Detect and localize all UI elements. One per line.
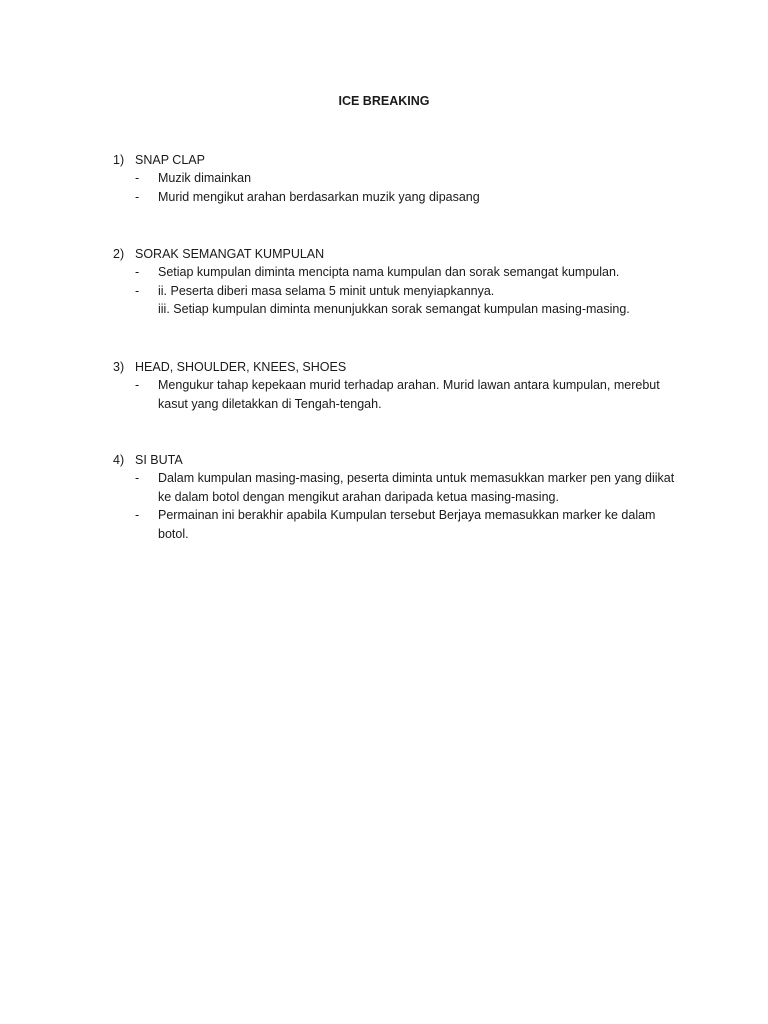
bullet-dash: - [135,471,140,485]
section-heading [113,245,683,263]
section-number: 1) [113,153,125,167]
bullet-dash: - [135,171,140,185]
section-heading [113,451,683,469]
list-item-text: Dalam kumpulan masing-masing, peserta diminta untuk memasukkan marker pen yang diikat ke dalam botol dengan mengikut arahan daripada ketua masing-masing. [158,471,675,504]
list-item-text: Setiap kumpulan diminta mencipta nama kumpulan dan sorak semangat kumpulan. [158,265,620,279]
list-item [113,376,683,413]
section-sorak-semangat [113,245,683,319]
section-head-shoulder [113,358,683,413]
list-item-text: Mengukur tahap kepekaan murid terhadap arahan. Murid lawan antara kumpulan, merebut kasut yang diletakkan di Tengah-tengah. [158,378,660,411]
section-title: SNAP CLAP [135,153,205,167]
list-item-text: ii. Peserta diberi masa selama 5 minit untuk menyiapkannya. [158,283,495,298]
section-heading [113,358,683,376]
list-continuation: iii. Setiap kumpulan diminta menunjukkan sorak semangat kumpulan masing-masing. [158,302,630,316]
section-number: 2) [113,247,125,261]
section-number: 3) [113,360,125,374]
bullet-dash: - [135,378,140,392]
list-item-text: Muzik dimainkan [158,171,252,185]
bullet-dash: - [135,189,140,204]
bullet-dash: - [135,508,140,522]
list-item-text: Murid mengikut arahan berdasarkan muzik yang dipasang [158,189,480,204]
section-heading [113,151,683,169]
list-item [113,506,683,543]
section-title: SORAK SEMANGAT KUMPULAN [135,247,325,261]
section-title: SI BUTA [135,453,183,467]
list-item [113,188,683,207]
section-title: HEAD, SHOULDER, KNEES, SHOES [135,360,347,374]
document-title: ICE BREAKING [338,94,430,108]
list-item [113,282,683,301]
list-item-text: Permainan ini berakhir apabila Kumpulan tersebut Berjaya memasukkan marker ke dalam botol. [158,508,656,541]
section-snap-clap [113,151,683,206]
list-item [113,263,683,282]
section-si-buta [113,451,683,543]
section-number: 4) [113,453,125,467]
list-item [113,169,683,188]
bullet-dash: - [135,283,140,298]
list-item [113,469,683,506]
bullet-dash: - [135,265,140,279]
